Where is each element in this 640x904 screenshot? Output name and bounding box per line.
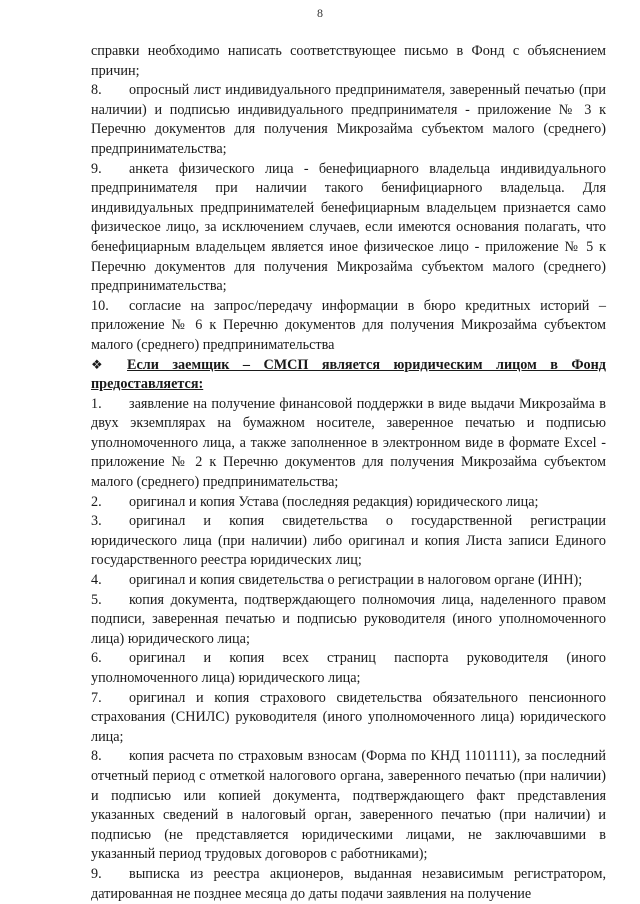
- list-item: 8. опросный лист индивидуального предпринимателя, заверенный печатью (при наличии) и подписью индивидуального предпринимателя - приложение № 3 к Перечню документов для получения Микрозайма субъектом малого (среднего) предпринимательства;: [91, 82, 606, 157]
- list-item: 9. анкета физического лица - бенефициарного владельца индивидуального предпринимателя при наличии такого бенифициарного владельца. Для индивидуальных предпринимателей бенефициарным владельцем признается само физическое лицо, за исключением случаев, если имеются основания полагать, что бенефициарным владельцем является иное физическое лицо - приложение № 5 к Перечню документов для получения Микрозайма субъектом малого (среднего) предпринимательства;: [91, 160, 606, 295]
- list-item: 2. оригинал и копия Устава (последняя редакция) юридического лица;: [91, 493, 539, 510]
- list-item: 5. копия документа, подтверждающего полномочия лица, наделенного правом подписи, заверенная печатью и подписью руководителя (иного уполномоченного лица) юридического лица;: [91, 591, 606, 647]
- list-item: 8. копия расчета по страховым взносам (Форма по КНД 1101111), за последний отчетный период с отметкой налогового органа, заверенного печатью (при наличии) и подписью или копией документа, подтверждающего факт представления указанных сведений в налоговый орган, заверенного печатью (при наличии) и подписью (не представляется юридическими лицами, не заключавшими в указанный период трудовых договоров с работниками);: [91, 748, 606, 863]
- diamond-bullet-icon: ❖: [91, 357, 103, 373]
- legal-entity-list: [91, 395, 606, 904]
- list-item: 3. оригинал и копия свидетельства о государственной регистрации юридического лица (при наличии) либо оригинал и копия Листа записи Единого государственного реестра юридических лиц;: [91, 513, 606, 569]
- document-body: [91, 42, 606, 904]
- list-item-continuation: справки необходимо написать соответствующее письмо в Фонд с объяснением причин;: [91, 43, 606, 79]
- list-item: 1. заявление на получение финансовой поддержки в виде выдачи Микрозайма в двух экземплярах на бумажном носителе, заверенное печатью и подписью уполномоченного лица, а также заполненное в электронном виде в формате Excel - приложение № 2 к Перечню документов для получения Микрозайма субъектом малого (среднего) предпринимательства;: [91, 395, 606, 491]
- list-item: 9. выписка из реестра акционеров, выданная независимым регистратором, датированная не позднее месяца до даты подачи заявления на получение: [91, 865, 606, 902]
- list-item: 10. согласие на запрос/передачу информации в бюро кредитных историй – приложение № 6 к Перечню документов для получения Микрозайма субъектом малого (среднего) предпринимательства: [91, 297, 606, 353]
- section-heading: ❖ Если заемщик – СМСП является юридическим лицом в Фонд предоставляется:: [91, 356, 606, 393]
- page-number: 8: [317, 6, 323, 20]
- top-list: [91, 42, 606, 356]
- list-item: 6. оригинал и копия всех страниц паспорта руководителя (иного уполномоченного лица) юридического лица;: [91, 650, 606, 686]
- list-item: 4. оригинал и копия свидетельства о регистрации в налоговом органе (ИНН);: [91, 572, 583, 589]
- list-item: 7. оригинал и копия страхового свидетельства обязательного пенсионного страхования (СНИЛС) руководителя (иного уполномоченного лица) юридического лица;: [91, 689, 606, 745]
